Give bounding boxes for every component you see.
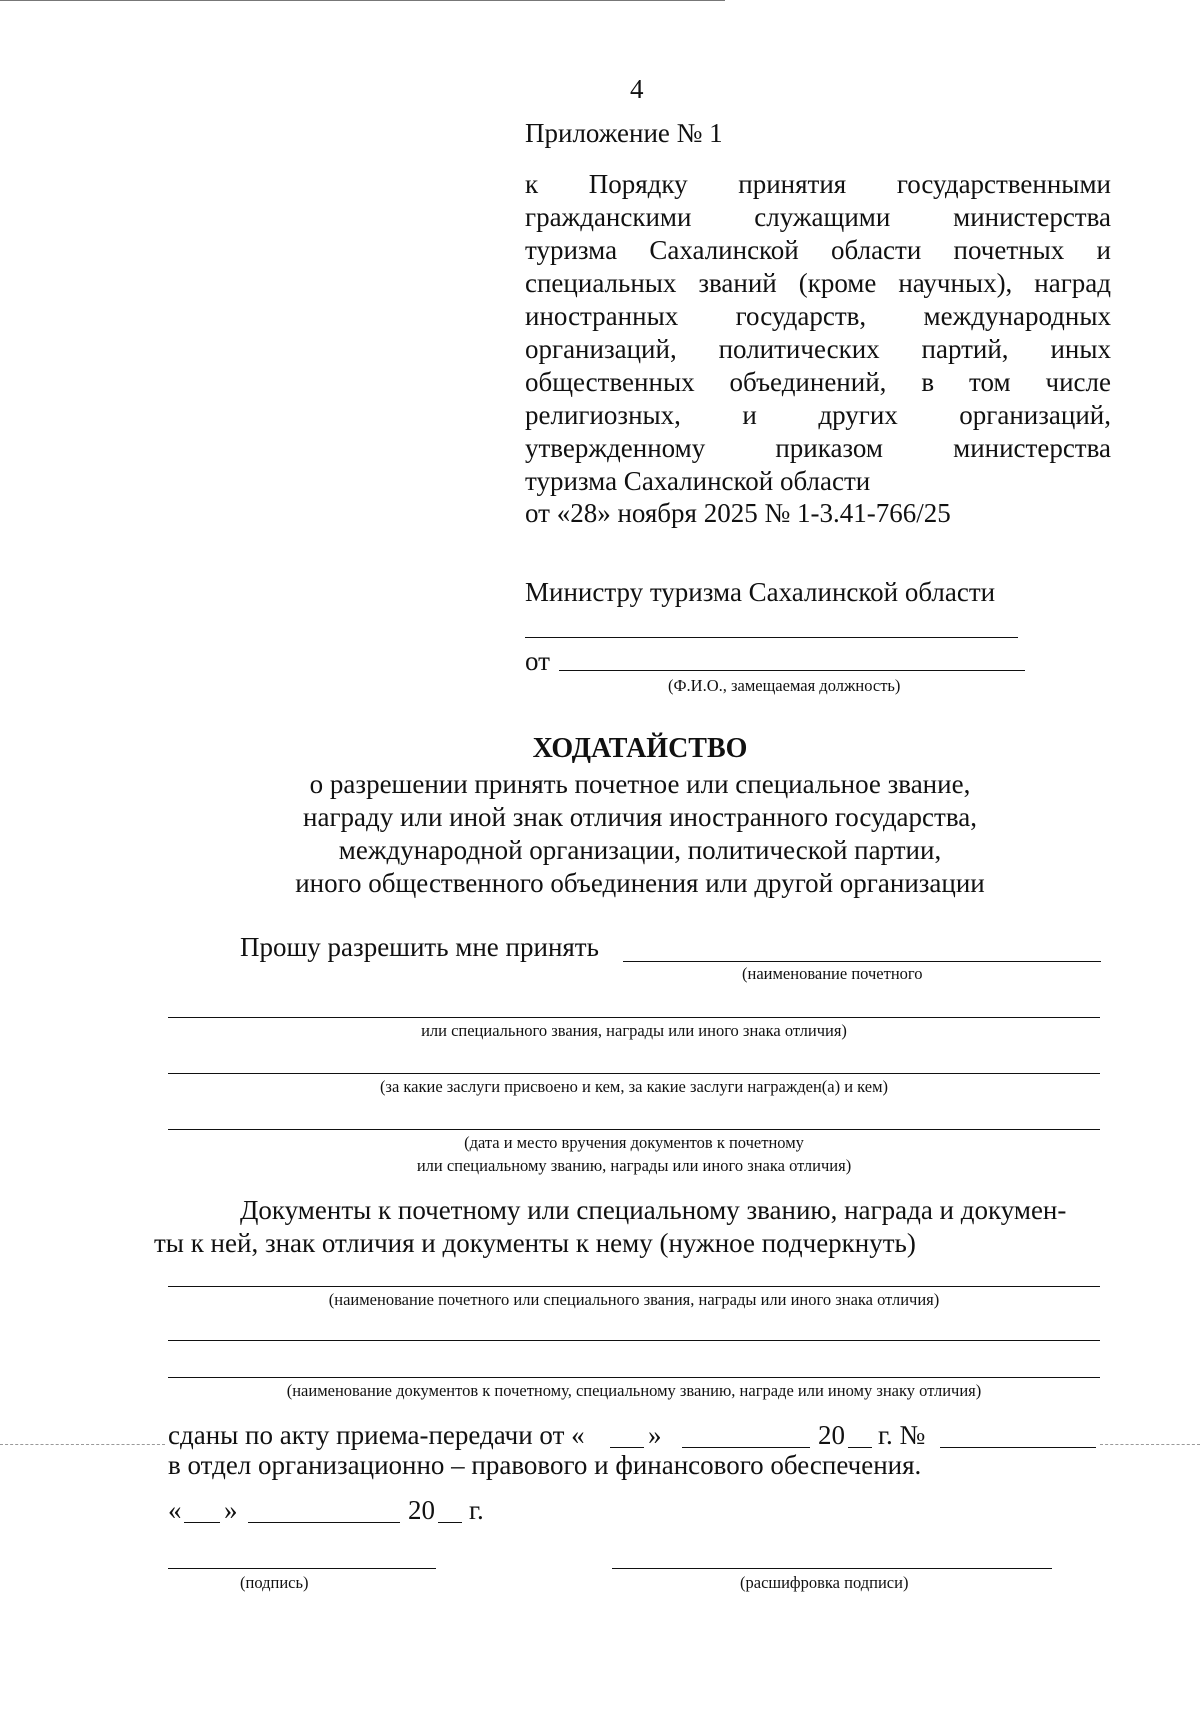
appendix-line: туризма Сахалинской области почетных и [525,235,1111,265]
documents-hint: (наименование документов к почетному, специальному званию, награде или иному знаку отличия) [286,1381,982,1400]
appendix-line: гражданскими служащими министерства [525,202,1111,232]
transfer-number-label: г. № [878,1420,926,1450]
petition-subtitle-line: награду или иной знак отличия иностранного государства, [303,802,977,832]
documents-line: ты к ней, знак отличия и документы к нему (нужное подчеркнуть) [154,1228,916,1258]
documents-line-blank[interactable] [168,1286,1100,1287]
request-hint: (наименование почетного [742,964,923,983]
appendix-line: религиозных, и других организаций, [525,400,1111,430]
from-name-line[interactable] [559,670,1025,671]
date-year-line[interactable] [438,1522,462,1523]
request-lead: Прошу разрешить мне принять [240,932,599,962]
request-line[interactable] [168,1017,1100,1018]
transfer-department: в отдел организационно – правового и финансового обеспечения. [168,1450,922,1480]
signature-decode-line[interactable] [612,1568,1052,1569]
addressee-blank-line[interactable] [525,637,1018,638]
request-hint: (дата и место вручения документов к почетному [464,1133,804,1152]
transfer-day-line[interactable] [610,1447,644,1448]
addressee-from-label: от [525,646,550,676]
appendix-line: к Порядку принятия государственными [525,169,1111,199]
request-hint: или специального звания, награды или иного знака отличия) [421,1021,847,1040]
transfer-text: сданы по акту приема-передачи от « [168,1420,585,1450]
scan-fold-mark [1100,1444,1200,1445]
appendix-date-line: от «28» ноября 2025 № 1-3.41-766/25 [525,498,951,528]
addressee-to: Министру туризма Сахалинской области [525,577,996,607]
date-close-quote: » [224,1495,238,1525]
appendix-line: общественных объединений, в том числе [525,367,1111,397]
request-line[interactable] [168,1073,1100,1074]
page-number: 4 [630,74,644,104]
appendix-line: утвержденному приказом министерства [525,433,1111,463]
request-line[interactable] [168,1129,1100,1130]
transfer-month-line[interactable] [682,1447,810,1448]
date-day-line[interactable] [184,1522,220,1523]
signature-decode-hint: (расшифровка подписи) [740,1573,909,1592]
appendix-line: специальных званий (кроме научных), наград [525,268,1111,298]
request-line[interactable] [623,961,1101,962]
documents-line-blank[interactable] [168,1377,1100,1378]
appendix-tail-line: туризма Сахалинской области [525,466,871,496]
scan-fold-mark [0,1444,165,1445]
documents-hint: (наименование почетного или специального звания, награды или иного знака отличия) [328,1290,940,1309]
signature-line[interactable] [168,1568,436,1569]
from-hint: (Ф.И.О., замещаемая должность) [668,676,901,695]
date-month-line[interactable] [248,1522,400,1523]
appendix-line: организаций, политических партий, иных [525,334,1111,364]
request-hint: или специальному званию, награды или иного знака отличия) [416,1156,852,1175]
petition-subtitle-line: международной организации, политической партии, [338,835,942,865]
appendix-text [525,168,1111,465]
signature-hint: (подпись) [240,1573,309,1592]
documents-line-blank[interactable] [168,1340,1100,1341]
request-hint: (за какие заслуги присвоено и кем, за какие заслуги награжден(а) и кем) [379,1077,889,1096]
petition-subtitle-line: о разрешении принять почетное или специальное звание, [309,769,971,799]
appendix-line: иностранных государств, международных [525,301,1111,331]
date-year: 20 [408,1495,435,1525]
documents-line: Документы к почетному или специальному званию, награда и докумен- [240,1195,1067,1225]
appendix-title: Приложение № 1 [525,118,723,148]
scan-top-edge [0,0,725,1]
transfer-year-line[interactable] [848,1447,872,1448]
date-open-quote: « [168,1495,182,1525]
date-year-suffix: г. [469,1495,484,1525]
transfer-text: » [648,1420,662,1450]
petition-title: ХОДАТАЙСТВО [532,733,748,764]
transfer-number-line[interactable] [940,1447,1096,1448]
transfer-year: 20 [818,1420,845,1450]
petition-subtitle-line: иного общественного объединения или другой организации [295,868,985,898]
